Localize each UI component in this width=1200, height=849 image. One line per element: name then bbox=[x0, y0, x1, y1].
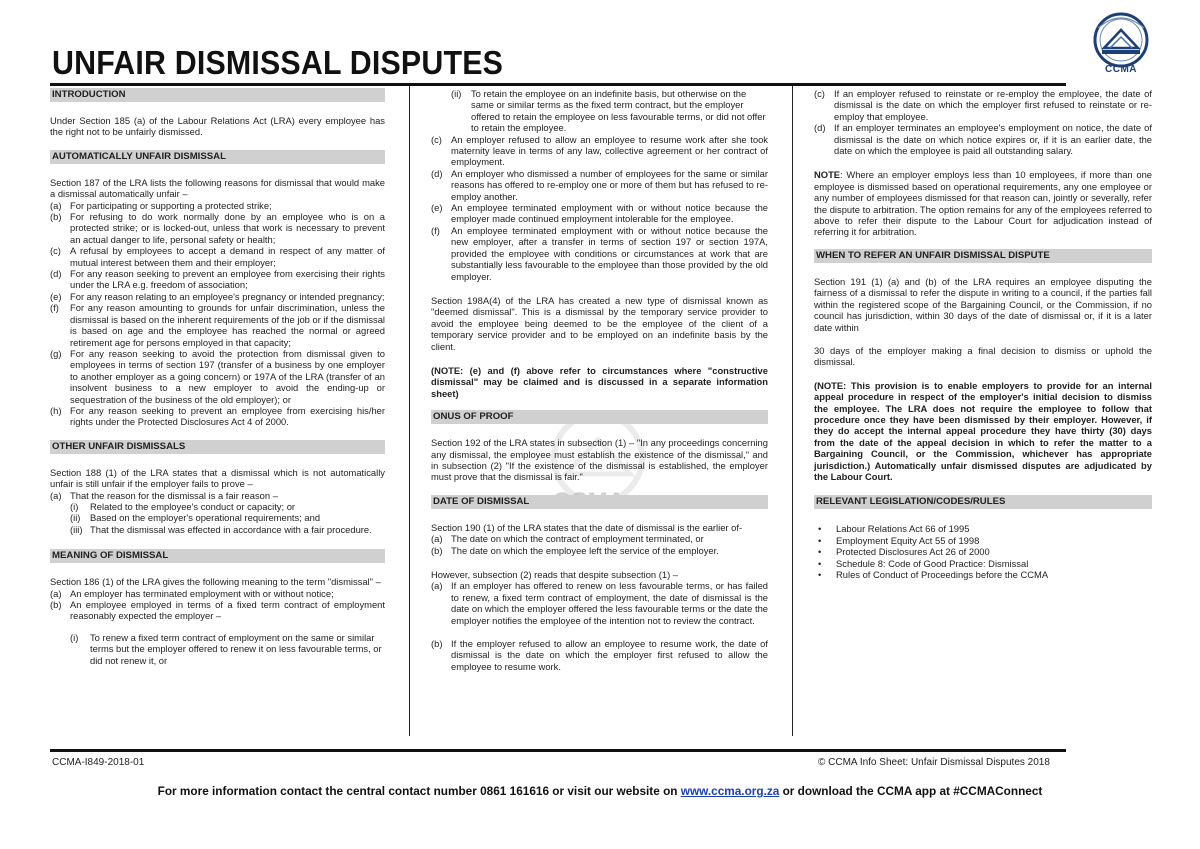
item-text: An employer who dismissed a number of employees for the same or similar reasons has offered to re-employ one or more of them but has refused to re-employ another. bbox=[451, 167, 768, 202]
item-label: (a) bbox=[50, 199, 62, 211]
column-middle bbox=[431, 88, 768, 672]
ccma-logo-icon bbox=[1084, 10, 1158, 88]
footer-rule bbox=[50, 749, 1066, 752]
item-text: An employee employed in terms of a fixed term contract of employment reasonably expected the employer – bbox=[70, 599, 385, 622]
item-label: (b) bbox=[431, 638, 443, 650]
item-text: For any reason seeking to avoid the protection from dismissal given to employees in terms of section 197 (transfer of a business by one employer to another employer as a going concern) or 197A of the LRA (transfer of an insolvent business to a new employer to avoid the ending-up or sequestration of the business of the old employer); or bbox=[70, 347, 385, 405]
list-item bbox=[431, 638, 768, 672]
sub-text: Related to the employee's conduct or capacity; or bbox=[90, 500, 296, 512]
list-item bbox=[818, 535, 1152, 546]
copyright-notice: © CCMA Info Sheet: Unfair Dismissal Disputes 2018 bbox=[818, 757, 1050, 768]
item-label: (b) bbox=[50, 211, 62, 223]
item-label: (a) bbox=[431, 533, 443, 545]
item-text: Labour Relations Act 66 of 1995 bbox=[836, 523, 970, 535]
item-text: An employer refused to allow an employee to resume work after she took maternity leave in terms of any law, collective agreement or her contract of employment. bbox=[451, 133, 768, 168]
column-divider bbox=[409, 86, 410, 736]
contact-text: For more information contact the central contact number 0861 161616 or visit our website on bbox=[157, 784, 681, 798]
item-text: The date on which the employee left the service of the employer. bbox=[451, 544, 719, 556]
list-item bbox=[818, 558, 1152, 569]
item-label: (d) bbox=[50, 268, 62, 280]
page-title: UNFAIR DISMISSAL DISPUTES bbox=[52, 44, 504, 81]
item-text: That the reason for the dismissal is a fair reason – bbox=[70, 489, 278, 501]
item-text: A refusal by employees to accept a demand in respect of any matter of mutual interest between them and their employer; bbox=[70, 245, 385, 268]
item-label: (e) bbox=[50, 290, 62, 302]
item-text: If an employer terminates an employee's employment on notice, the date of dismissal is the date on which notice expires or, if it is an earlier date, the date on which the employee is paid all outstanding salary. bbox=[834, 122, 1152, 157]
deemed-dismissal-paragraph: Section 198A(4) of the LRA has created a new type of dismissal known as "deemed dismissal". This is a dismissal by the temporary service provider to avoid the employee being deemed to be the employee of the client of a temporary service provider and to be employed on an indefinite basis by the client. bbox=[431, 294, 768, 352]
list-item bbox=[50, 588, 385, 599]
item-label: (c) bbox=[814, 88, 825, 99]
sub-label: (ii) bbox=[70, 512, 81, 524]
list-item bbox=[50, 200, 385, 211]
item-text: An employee terminated employment with or without notice because the employer made continued employment intolerable for the employee. bbox=[451, 202, 768, 225]
note-label: NOTE bbox=[814, 169, 841, 181]
sub-label: (i) bbox=[70, 500, 79, 512]
section-heading-legislation: RELEVANT LEGISLATION/CODES/RULES bbox=[814, 495, 1152, 509]
bullet-icon: • bbox=[818, 534, 822, 546]
item-text: If an employer has offered to renew on less favourable terms, or has failed to renew, a fixed term contract of employment, the date of dismissal is the date on which the employer offered the less favourable terms or the date the employer notifies the employee of the intention not to review the contract. bbox=[451, 580, 768, 626]
section-heading-automatically-unfair: AUTOMATICALLY UNFAIR DISMISSAL bbox=[50, 150, 385, 164]
sub-text: To renew a fixed term contract of employment on the same or similar terms but the employer offered to renew it on less favourable terms, or did not renew it, or bbox=[90, 631, 382, 666]
bullet-icon: • bbox=[818, 557, 822, 569]
list-item bbox=[431, 225, 768, 282]
item-text: If the employer refused to allow an employee to resume work, the date of dismissal is the date on which the employer first refused to allow the employee to resume work. bbox=[451, 638, 768, 672]
when-paragraph: Section 191 (1) (a) and (b) of the LRA requires an employee disputing the fairness of a dismissal to refer the dispute in writing to a council, if the parties fall within the registered scope of the Bargaining Council, or the Commission, if no council has jurisdiction, within 30 days of the date of dismissal or, if it is a later date within bbox=[814, 275, 1152, 333]
column-left bbox=[50, 88, 385, 666]
document-reference: CCMA-I849-2018-01 bbox=[52, 757, 145, 768]
item-text: For refusing to do work normally done by an employee who is on a protected strike; or is locked-out, unless that work is necessary to prevent an actual danger to life, personal safety or health; bbox=[70, 211, 385, 245]
item-text: Schedule 8: Code of Good Practice: Dismissal bbox=[836, 557, 1029, 569]
section-heading-onus: ONUS OF PROOF bbox=[431, 410, 768, 424]
list-item bbox=[814, 122, 1152, 156]
column-right bbox=[814, 88, 1152, 580]
item-label: (d) bbox=[814, 122, 826, 134]
list-item bbox=[431, 168, 768, 202]
website-link[interactable]: www.ccma.org.za bbox=[680, 784, 780, 798]
list-item bbox=[431, 545, 768, 556]
item-label: (b) bbox=[431, 544, 443, 556]
list-item bbox=[50, 211, 385, 245]
item-text: An employee terminated employment with or without notice because the new employer, after a transfer in terms of section 197 or section 197A, provided the employee with conditions or circumstances at work that are substantially less favourable to the employee than those provided by the old employer. bbox=[451, 224, 768, 282]
bullet-icon: • bbox=[818, 569, 822, 580]
however-paragraph: However, subsection (2) reads that despite subsection (1) – bbox=[431, 569, 679, 580]
note-paragraph bbox=[814, 169, 1152, 237]
note-text: : Where an employer employs less than 10 employees, if more than one employee is dismissed based on operational requirements, any one employee or any number of employees dismissed for that reason can, jointly or severally, refer the dispute to arbitration. The option remains for any of the employees referred to above to refer their dispute to the Labour Court for adjudication instead of referring it for arbitration. bbox=[814, 169, 1152, 238]
item-label: (c) bbox=[431, 133, 442, 145]
list-item bbox=[818, 546, 1152, 557]
list-item bbox=[50, 302, 385, 348]
item-label: (g) bbox=[50, 347, 62, 359]
sub-item bbox=[70, 512, 385, 523]
column-divider bbox=[792, 86, 793, 736]
section-heading-introduction: INTRODUCTION bbox=[50, 88, 385, 102]
list-item bbox=[50, 291, 385, 302]
logo-text: CCMA bbox=[1105, 64, 1137, 75]
item-label: (f) bbox=[50, 302, 59, 314]
sub-text: To retain the employee on an indefinite basis, but otherwise on the same or similar terms as the fixed term contract, but the employer offered to retain the employee on less favourable terms, or did not offer to retain the employee. bbox=[471, 88, 766, 134]
list-item bbox=[50, 599, 385, 622]
item-label: (e) bbox=[431, 202, 443, 214]
item-text: Rules of Conduct of Proceedings before the CCMA bbox=[836, 569, 1049, 580]
legislation-list bbox=[814, 523, 1152, 580]
list-item bbox=[50, 348, 385, 405]
contact-line bbox=[0, 784, 1200, 798]
list-item bbox=[818, 569, 1152, 580]
date-paragraph: Section 190 (1) of the LRA states that the date of dismissal is the earlier of- bbox=[431, 521, 743, 533]
header-rule bbox=[50, 83, 1066, 86]
item-label: (d) bbox=[431, 167, 443, 179]
onus-paragraph: Section 192 of the LRA states in subsection (1) – "In any proceedings concerning any dismissal, the employee must establish the existence of the dismissal," and in subsection (2) "If the existence of the dismissal is established, the employer must prove that the dismissal is fair." bbox=[431, 437, 768, 483]
sub-item: (ii) To retain the employee on an indefinite basis, but otherwise on the same or similar terms as the fixed term contract, but the employer offered to retain the employee on less favourable terms, or did not offer to retain the employee. bbox=[451, 88, 768, 134]
list-item bbox=[431, 533, 768, 544]
list-item bbox=[50, 245, 385, 268]
meaning-paragraph: Section 186 (1) of the LRA gives the following meaning to the term "dismissal" – bbox=[50, 576, 381, 588]
item-text: Protected Disclosures Act 26 of 2000 bbox=[836, 546, 990, 558]
item-text: For any reason relating to an employee's pregnancy or intended pregnancy; bbox=[70, 290, 385, 302]
item-text: For any reason seeking to prevent an employee from exercising his/her rights under the Protected Disclosures Act 4 of 2000. bbox=[70, 404, 385, 428]
item-label: (f) bbox=[431, 224, 440, 236]
item-text: Employment Equity Act 55 of 1998 bbox=[836, 534, 980, 546]
list-item bbox=[818, 523, 1152, 534]
item-label: (a) bbox=[50, 587, 62, 599]
sub-text: That the dismissal was effected in accordance with a fair procedure. bbox=[90, 523, 372, 535]
sub-item bbox=[70, 524, 385, 535]
list-item bbox=[431, 202, 768, 225]
item-text: For participating or supporting a protected strike; bbox=[70, 199, 272, 211]
intro-paragraph: Under Section 185 (a) of the Labour Relations Act (LRA) every employee has the right not to be unfairly dismissed. bbox=[50, 115, 385, 138]
when-paragraph-2: 30 days of the employer making a final decision to dismiss or uphold the dismissal. bbox=[814, 344, 1152, 368]
section-heading-when-to-refer: WHEN TO REFER AN UNFAIR DISMISSAL DISPUTE bbox=[814, 249, 1152, 263]
sub-item: (i) To renew a fixed term contract of employment on the same or similar terms but the employer offered to renew it on less favourable terms, or did not renew it, or bbox=[70, 632, 385, 666]
item-label: (a) bbox=[431, 580, 443, 592]
section-heading-other-unfair: OTHER UNFAIR DISMISSALS bbox=[50, 440, 385, 454]
item-text: The date on which the contract of employment terminated, or bbox=[451, 533, 704, 545]
item-text: An employer has terminated employment with or without notice; bbox=[70, 587, 334, 599]
item-text: For any reason amounting to grounds for unfair discrimination, unless the dismissal is based on the inherent requirements of the job or if the dismissal is based on age and the employee has reached the normal or agreed retirement age for persons employed in that capacity; bbox=[70, 302, 385, 348]
list-item: (a) That the reason for the dismissal is a fair reason – bbox=[50, 490, 385, 501]
list-item bbox=[431, 580, 768, 626]
contact-text-end: or download the CCMA app at #CCMAConnect bbox=[779, 784, 1043, 798]
list-item bbox=[50, 405, 385, 428]
item-label: (h) bbox=[50, 404, 62, 416]
section-heading-date: DATE OF DISMISSAL bbox=[431, 495, 768, 509]
bullet-icon: • bbox=[818, 546, 822, 558]
sub-label: (iii) bbox=[70, 523, 83, 535]
constructive-dismissal-note: (NOTE: (e) and (f) above refer to circumstances where "constructive dismissal" may be claimed and is discussed in a separate information sheet) bbox=[431, 364, 768, 399]
section-heading-meaning: MEANING OF DISMISSAL bbox=[50, 549, 385, 563]
item-text: If an employer refused to reinstate or re-employ the employee, the date of dismissal is the date on which the employer first refused to reinstate or re-employ that employee. bbox=[834, 88, 1152, 122]
bullet-icon: • bbox=[818, 523, 822, 535]
sub-text: Based on the employer's operational requirements; and bbox=[90, 512, 321, 524]
item-label: (c) bbox=[50, 245, 61, 257]
list-item bbox=[814, 88, 1152, 122]
auto-paragraph: Section 187 of the LRA lists the following reasons for dismissal that would make a dismissal automatically unfair – bbox=[50, 176, 385, 200]
list-item bbox=[50, 268, 385, 291]
internal-appeal-note: (NOTE: This provision is to enable employers to provide for an internal appeal procedure in respect of the employer's initial decision to dismiss the employee. The LRA does not require the employee to follow that procedure once they have been dismissed by their employer. However, if they do accept the internal appeal procedure they have thirty (30) days from the date of the appeal decision in which to refer the matter to a Bargaining Council, or the Commission, whichever has appropriate jurisdiction.) Automatically unfair dismissed disputes are adjudicated by the Labour Court. bbox=[814, 379, 1152, 482]
other-paragraph: Section 188 (1) of the LRA states that a dismissal which is not automatically unfair is still unfair if the employer fails to prove – bbox=[50, 466, 385, 490]
list-item bbox=[431, 134, 768, 168]
sub-item bbox=[70, 501, 385, 512]
item-label: (b) bbox=[50, 599, 62, 610]
item-text: For any reason seeking to prevent an employee from exercising their rights under the LRA e.g. freedom of association; bbox=[70, 268, 385, 291]
